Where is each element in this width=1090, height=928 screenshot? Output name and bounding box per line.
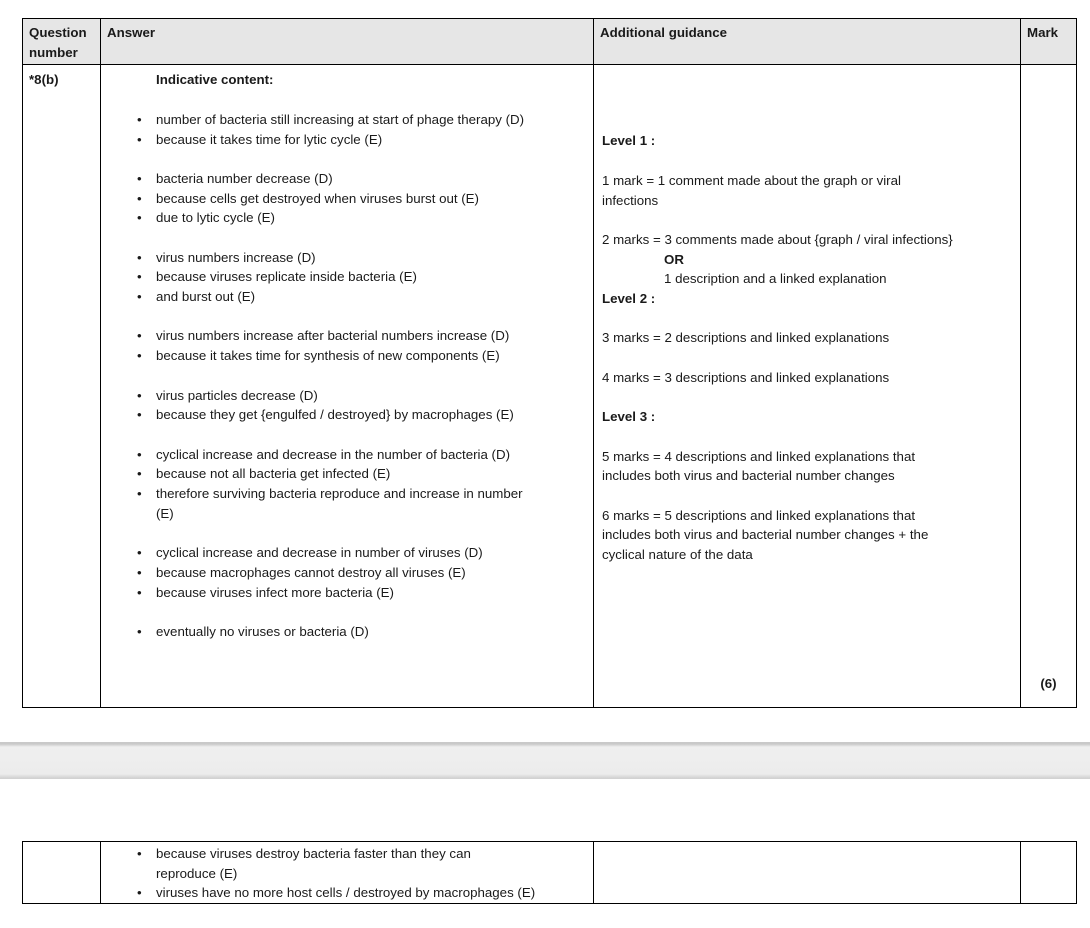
answer-bullet-item: • eventually no viruses or bacteria (D)	[101, 622, 587, 642]
answer-bullet-item: • due to lytic cycle (E)	[101, 208, 587, 228]
answer-bullet-item: • cyclical increase and decrease in the number of bacteria (D)	[101, 445, 587, 465]
answer-cell	[101, 65, 594, 708]
answer-group	[101, 110, 587, 149]
answer-group	[101, 248, 587, 307]
header-answer: Answer	[101, 19, 594, 65]
answer-bullet-item: • because they get {engulfed / destroyed} by macrophages (E)	[101, 405, 587, 425]
answer-bullet-item: • virus numbers increase after bacterial numbers increase (D)	[101, 326, 587, 346]
answer-groups	[101, 110, 587, 642]
guidance-blocks	[602, 131, 1010, 564]
answer-bullet-item: • number of bacteria still increasing at start of phage therapy (D)	[101, 110, 587, 130]
continuation-answer-list	[101, 844, 587, 903]
continuation-answer-cell	[101, 842, 594, 904]
answer-group	[101, 386, 587, 425]
guidance-para: 3 marks = 2 descriptions and linked explanations	[602, 330, 890, 346]
continuation-row	[23, 842, 1077, 904]
mark-scheme-row	[23, 65, 1077, 708]
additional-guidance-cell	[594, 65, 1021, 708]
answer-group	[101, 543, 587, 602]
answer-bullet-item: • because viruses infect more bacteria (E)	[101, 583, 587, 603]
answer-group	[101, 326, 587, 365]
header-additional-guidance: Additional guidance	[594, 19, 1021, 65]
header-mark: Mark	[1021, 19, 1077, 65]
answer-bullet-item: • because not all bacteria get infected (E)	[101, 464, 587, 484]
answer-bullet-item: • because it takes time for synthesis of new components (E)	[101, 346, 587, 366]
answer-bullet-item: • because macrophages cannot destroy all viruses (E)	[101, 563, 587, 583]
guidance-para: 2 marks = 3 comments made about {graph / viral infections}	[602, 231, 953, 247]
continuation-guidance-cell	[594, 842, 1021, 904]
answer-group	[101, 622, 587, 642]
guidance-heading: Level 1 :	[602, 133, 656, 149]
answer-bullet-item: • because viruses replicate inside bacteria (E)	[101, 267, 587, 287]
continuation-question-cell	[23, 842, 101, 904]
mark-scheme-table	[22, 18, 1077, 708]
answer-group	[101, 445, 587, 524]
header-question-number: Question number	[23, 19, 101, 65]
question-number-cell: *8(b)	[23, 65, 101, 708]
guidance-heading: Level 2 :	[602, 291, 656, 306]
guidance-para: 4 marks = 3 descriptions and linked explanations	[602, 369, 890, 385]
answer-group	[101, 169, 587, 228]
answer-bullet-item: • because viruses destroy bacteria faster than they can reproduce (E)	[101, 844, 587, 883]
header-row	[23, 19, 1077, 65]
guidance-heading: Level 3 :	[602, 409, 656, 425]
page-break-band	[0, 742, 1090, 779]
guidance-para: 1 mark = 1 comment made about the graph or viral infections	[602, 172, 901, 208]
continuation-mark-cell	[1021, 842, 1077, 904]
indicative-content-title: Indicative content:	[156, 72, 274, 88]
guidance-or: OR	[664, 251, 684, 267]
answer-bullet-item: • cyclical increase and decrease in number of viruses (D)	[101, 543, 587, 563]
answer-bullet-item: • because cells get destroyed when viruses burst out (E)	[101, 189, 587, 209]
answer-bullet-item: • and burst out (E)	[101, 287, 587, 307]
answer-bullet-item: • virus particles decrease (D)	[101, 386, 587, 406]
answer-bullet-item: • virus numbers increase (D)	[101, 248, 587, 268]
mark-cell	[1021, 65, 1077, 708]
answer-bullet-item: • viruses have no more host cells / destroyed by macrophages (E)	[101, 883, 587, 903]
mark-value: (6)	[1040, 675, 1057, 691]
guidance-para: 6 marks = 5 descriptions and linked explanations that includes both virus and bacterial number changes + the cyclical nature of the data	[602, 507, 929, 563]
continuation-table	[22, 841, 1077, 904]
guidance-para: 5 marks = 4 descriptions and linked explanations that includes both virus and bacterial number changes	[602, 448, 916, 484]
guidance-indent: 1 description and a linked explanation	[664, 271, 887, 287]
answer-bullet-item: • therefore surviving bacteria reproduce and increase in number (E)	[101, 484, 587, 523]
answer-bullet-item: • bacteria number decrease (D)	[101, 169, 587, 189]
answer-bullet-item: • because it takes time for lytic cycle (E)	[101, 130, 587, 150]
